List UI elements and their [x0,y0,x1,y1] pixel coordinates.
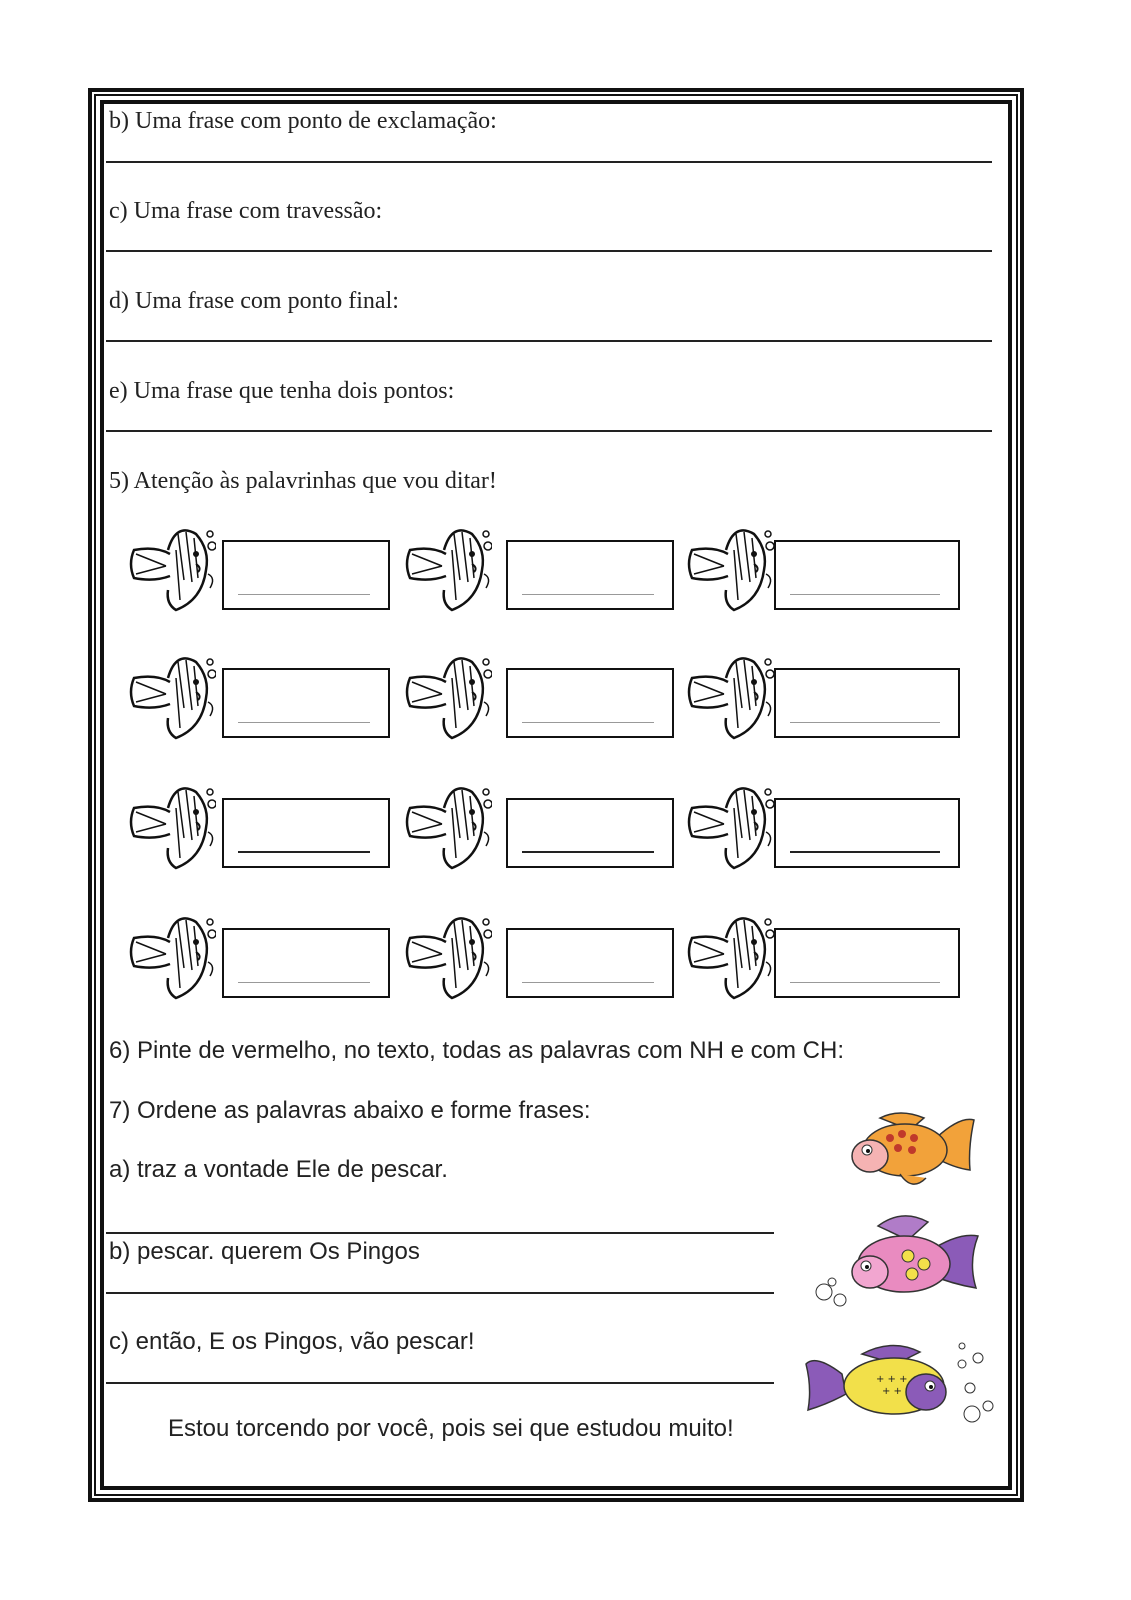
word-answer-box[interactable] [222,798,390,868]
answer-blank-line [522,851,654,853]
answer-blank-line [790,982,940,983]
answer-blank-line [790,851,940,853]
word-answer-box[interactable] [774,540,960,610]
item-c-label: c) Uma frase com travessão: [109,198,383,224]
question-7b-label: b) pescar. querem Os Pingos [109,1238,420,1265]
pink-fish-icon [808,1212,988,1312]
word-answer-box[interactable] [222,540,390,610]
question-7-title: 7) Ordene as palavras abaixo e forme frases: [109,1097,591,1124]
svg-text:+ +: + + [882,1386,902,1397]
answer-line [106,250,992,252]
answer-blank-line [790,594,940,595]
fish-icon [126,908,216,1000]
fish-icon [402,520,492,612]
answer-blank-line [522,982,654,983]
word-answer-box[interactable] [506,928,674,998]
answer-blank-line [238,594,370,595]
answer-blank-line [522,594,654,595]
item-b-label: b) Uma frase com ponto de exclamação: [109,108,497,134]
answer-blank-line [238,722,370,723]
item-e-label: e) Uma frase que tenha dois pontos: [109,378,455,404]
word-answer-box[interactable] [506,798,674,868]
fish-icon [402,648,492,740]
item-d-label: d) Uma frase com ponto final: [109,288,399,314]
purple-fish-icon [802,1334,997,1434]
answer-blank-line [522,722,654,723]
fish-icon [126,648,216,740]
fish-icon [402,908,492,1000]
fish-icon [402,778,492,870]
word-answer-box[interactable] [222,928,390,998]
question-7c-label: c) então, E os Pingos, vão pescar! [109,1328,475,1355]
closing-message: Estou torcendo por você, pois sei que estudou muito! [168,1415,734,1442]
question-5-title: 5) Atenção às palavrinhas que vou ditar! [109,468,497,494]
fish-icon [126,520,216,612]
answer-blank-line [790,722,940,723]
answer-line [106,1232,774,1234]
word-answer-box[interactable] [774,798,960,868]
orange-fish-icon [840,1108,990,1193]
question-6-title: 6) Pinte de vermelho, no texto, todas as palavras com NH e com CH: [109,1037,844,1064]
fish-icon [684,778,774,870]
word-answer-box[interactable] [774,928,960,998]
fish-icon [126,778,216,870]
answer-line [106,161,992,163]
word-answer-box[interactable] [222,668,390,738]
word-answer-box[interactable] [774,668,960,738]
fish-icon [684,648,774,740]
answer-line [106,430,992,432]
word-answer-box[interactable] [506,668,674,738]
answer-blank-line [238,851,370,853]
answer-blank-line [238,982,370,983]
answer-line [106,1382,774,1384]
fish-icon [684,520,774,612]
question-7a-label: a) traz a vontade Ele de pescar. [109,1156,448,1183]
answer-line [106,1292,774,1294]
svg-text:+ + +: + + + [876,1374,908,1385]
word-answer-box[interactable] [506,540,674,610]
fish-icon [684,908,774,1000]
answer-line [106,340,992,342]
